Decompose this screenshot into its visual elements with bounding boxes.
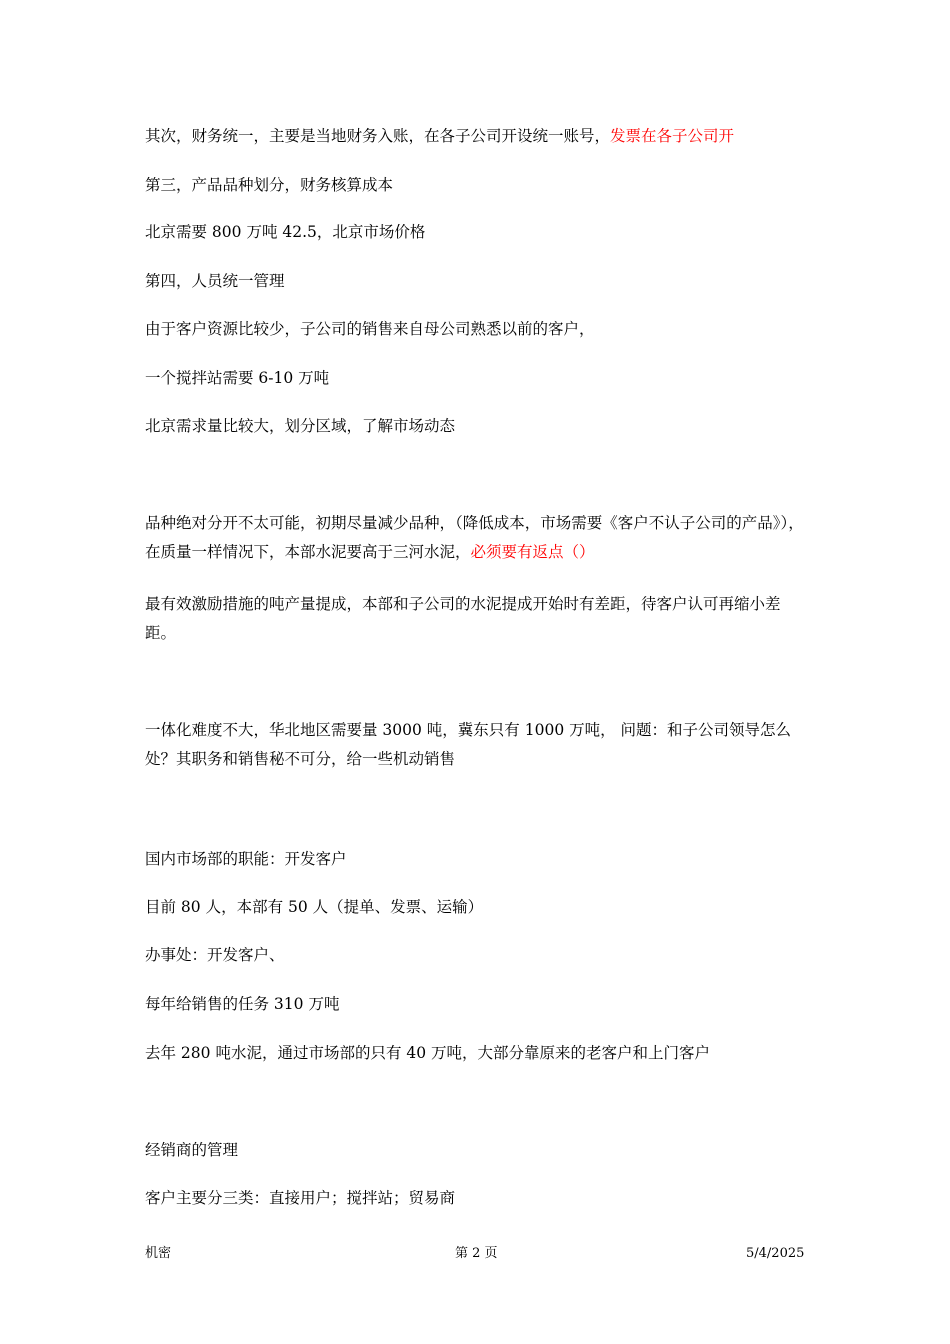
paragraph-11-text: 国内市场部的职能：开发客户 bbox=[145, 850, 347, 868]
paragraph-9-text: 最有效激励措施的吨产量提成，本部和子公司的水泥提成开始时有差距，待客户认可再缩小差距。 bbox=[145, 595, 781, 642]
paragraph-12 bbox=[145, 893, 810, 922]
paragraph-1-text: 其次，财务统一，主要是当地财务入账，在各子公司开设统一账号， bbox=[145, 127, 611, 145]
paragraph-12-text: 目前 80 人，本部有 50 人（提单、发票、运输） bbox=[145, 898, 484, 916]
paragraph-1 bbox=[145, 122, 810, 151]
paragraph-3-text: 北京需要 800 万吨 42.5，北京市场价格 bbox=[145, 223, 426, 241]
paragraph-16 bbox=[145, 1136, 810, 1165]
paragraph-1-highlight: 发票在各子公司开 bbox=[610, 127, 735, 145]
paragraph-6 bbox=[145, 364, 810, 393]
paragraph-2 bbox=[145, 171, 810, 200]
paragraph-10-text: 一体化难度不大，华北地区需要量 3000 吨，冀东只有 1000 万吨， 问题：和子公司领导怎么处？其职务和销售秘不可分，给一些机动销售 bbox=[145, 721, 792, 768]
paragraph-5 bbox=[145, 315, 810, 344]
paragraph-15-text: 去年 280 吨水泥，通过市场部的只有 40 万吨，大部分靠原来的老客户和上门客户 bbox=[145, 1044, 711, 1062]
paragraph-16-text: 经销商的管理 bbox=[145, 1141, 239, 1159]
paragraph-10 bbox=[145, 716, 810, 774]
paragraph-7-text: 北京需求量比较大，划分区域，了解市场动态 bbox=[145, 417, 456, 435]
paragraph-17 bbox=[145, 1184, 810, 1213]
paragraph-11 bbox=[145, 845, 810, 874]
paragraph-5-text: 由于客户资源比较少，子公司的销售来自母公司熟悉以前的客户， bbox=[145, 320, 595, 338]
paragraph-9 bbox=[145, 590, 810, 648]
paragraph-3 bbox=[145, 218, 810, 247]
footer-page-number: 第 2 页 bbox=[455, 1246, 498, 1261]
paragraph-4-text: 第四，人员统一管理 bbox=[145, 272, 285, 290]
paragraph-8-text: 品种绝对分开不太可能，初期尽量减少品种，（降低成本，市场需要《客户不认子公司的产品》），在质量一样情况下，本部水泥要高于三河水泥， bbox=[145, 514, 804, 561]
paragraph-2-text: 第三，产品品种划分，财务核算成本 bbox=[145, 176, 394, 194]
paragraph-14 bbox=[145, 990, 810, 1019]
paragraph-7 bbox=[145, 412, 810, 441]
paragraph-17-text: 客户主要分三类：直接用户；搅拌站；贸易商 bbox=[145, 1189, 456, 1207]
paragraph-4 bbox=[145, 267, 810, 296]
paragraph-6-text: 一个搅拌站需要 6-10 万吨 bbox=[145, 369, 330, 387]
paragraph-15 bbox=[145, 1039, 810, 1068]
paragraph-8-highlight: 必须要有返点（） bbox=[470, 543, 595, 561]
footer-date: 5/4/2025 bbox=[746, 1246, 805, 1261]
paragraph-13-text: 办事处：开发客户、 bbox=[145, 946, 285, 964]
paragraph-13 bbox=[145, 941, 810, 970]
paragraph-8 bbox=[145, 509, 810, 567]
paragraph-14-text: 每年给销售的任务 310 万吨 bbox=[145, 995, 340, 1013]
footer-confidential: 机密 bbox=[145, 1246, 172, 1261]
